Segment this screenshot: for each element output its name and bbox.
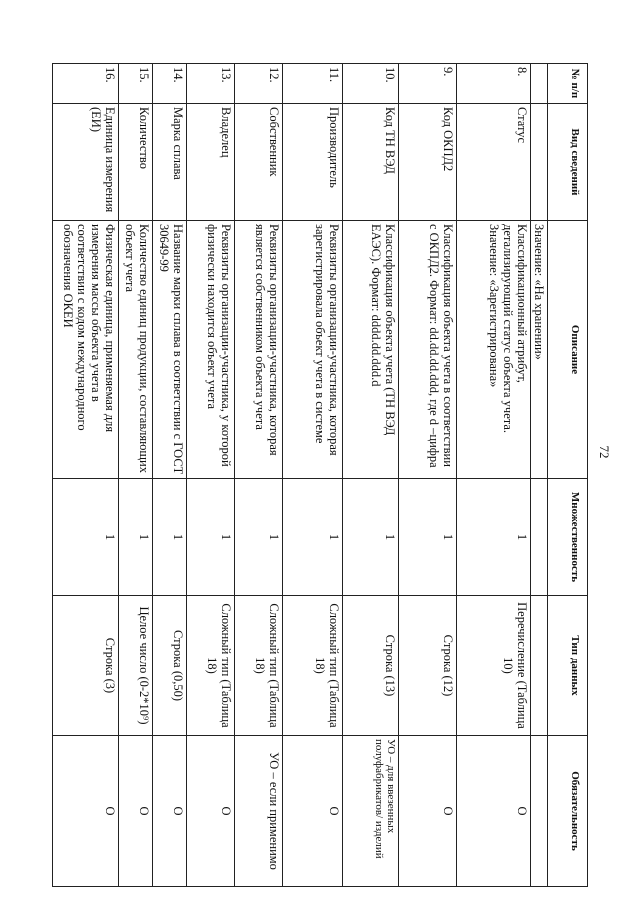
header-type: Вид сведений xyxy=(548,104,588,221)
row-description: Физическая единица, применяемая для измерения массы объекта учета в соответствии с кодом международного обозначения ОКЕИ xyxy=(53,221,119,479)
row-description: Классификация объекта учета в соответствии с ОКПД2. Формат: dd.dd.dd.ddd, где d –цифра xyxy=(399,221,457,479)
row-mandatory: О xyxy=(457,736,531,887)
table-row xyxy=(153,64,187,887)
table-row xyxy=(457,64,531,887)
row-num: 16. xyxy=(53,64,119,104)
page-number: 72 xyxy=(597,445,612,459)
row-type: Производитель xyxy=(283,104,343,221)
header-data-type: Тип данных xyxy=(548,596,588,736)
row-num: 9. xyxy=(399,64,457,104)
continuation-description: Значение: «На хранении» xyxy=(531,221,548,479)
header-description: Описание xyxy=(548,221,588,479)
row-description: Реквизиты организации-участника, которая является собственником объекта учета xyxy=(235,221,283,479)
row-mandatory: О xyxy=(153,736,187,887)
row-multiplicity: 1 xyxy=(343,479,399,596)
row-data-type: Строка (3) xyxy=(53,596,119,736)
row-data-type: Строка (13) xyxy=(343,596,399,736)
row-mandatory: О xyxy=(399,736,457,887)
table-row xyxy=(235,64,283,887)
row-multiplicity: 1 xyxy=(399,479,457,596)
row-num: 11. xyxy=(283,64,343,104)
row-mandatory: О xyxy=(119,736,153,887)
row-num: 15. xyxy=(119,64,153,104)
row-description: Классификация объекта учета (ТН ВЭД ЕАЭС). Формат: dddd.dd.ddd.d xyxy=(343,221,399,479)
row-type: Статус xyxy=(457,104,531,221)
header-num: № п/п xyxy=(548,64,588,104)
row-description: Реквизиты организации-участника, у которой физически находится объект учета xyxy=(187,221,235,479)
row-type: Собственник xyxy=(235,104,283,221)
row-num: 8. xyxy=(457,64,531,104)
continuation-row xyxy=(531,64,548,887)
table-row xyxy=(283,64,343,887)
header-mandatory: Обязательность xyxy=(548,736,588,887)
row-multiplicity: 1 xyxy=(235,479,283,596)
row-data-type: Сложный тип (Таблица 18) xyxy=(283,596,343,736)
row-description-text: Классификационный атрибут, детализирующий статус объекта учета. xyxy=(501,224,529,434)
row-data-type: Строка (0,50) xyxy=(153,596,187,736)
table-row xyxy=(53,64,119,887)
table-row xyxy=(187,64,235,887)
row-multiplicity: 1 xyxy=(53,479,119,596)
row-description: Количество единиц продукции, составляющих объект учета xyxy=(119,221,153,479)
row-num: 13. xyxy=(187,64,235,104)
row-mandatory: О xyxy=(187,736,235,887)
row-mandatory: О xyxy=(53,736,119,887)
header-multiplicity: Множественность xyxy=(548,479,588,596)
row-multiplicity: 1 xyxy=(283,479,343,596)
row-multiplicity: 1 xyxy=(457,479,531,596)
header-row xyxy=(548,64,588,887)
row-type: Единица измерения (ЕИ) xyxy=(53,104,119,221)
row-multiplicity: 1 xyxy=(187,479,235,596)
row-type: Код ОКПД2 xyxy=(399,104,457,221)
row-multiplicity: 1 xyxy=(153,479,187,596)
row-num: 12. xyxy=(235,64,283,104)
row-type: Код ТН ВЭД xyxy=(343,104,399,221)
table-row xyxy=(343,64,399,887)
table-row xyxy=(399,64,457,887)
row-mandatory: УО – если применимо xyxy=(235,736,283,887)
row-mandatory: УО – для ввезенных полуфабрикатов/ изделий xyxy=(343,736,399,887)
data-table xyxy=(52,63,588,887)
row-type: Владелец xyxy=(187,104,235,221)
row-type: Количество xyxy=(119,104,153,221)
row-description: Реквизиты организации-участника, которая зарегистрировала объект учета в системе xyxy=(283,221,343,479)
row-data-type: Перечисление (Таблица 10) xyxy=(457,596,531,736)
row-multiplicity: 1 xyxy=(119,479,153,596)
row-description xyxy=(457,221,531,479)
row-num: 14. xyxy=(153,64,187,104)
row-description: Название марки сплава в соответствии с ГОСТ 30649-99 xyxy=(153,221,187,479)
row-num: 10. xyxy=(343,64,399,104)
row-type: Марка сплава xyxy=(153,104,187,221)
row-data-type: Целое число (0-2*10⁹) xyxy=(119,596,153,736)
row-data-type: Строка (12) xyxy=(399,596,457,736)
row-mandatory: О xyxy=(283,736,343,887)
row-data-type: Сложный тип (Таблица 18) xyxy=(187,596,235,736)
table-row xyxy=(119,64,153,887)
row-data-type: Сложный тип (Таблица 18) xyxy=(235,596,283,736)
rotated-table-container xyxy=(48,63,588,886)
row-description-extra: Значение: «Зарегистрирована» xyxy=(487,224,501,388)
